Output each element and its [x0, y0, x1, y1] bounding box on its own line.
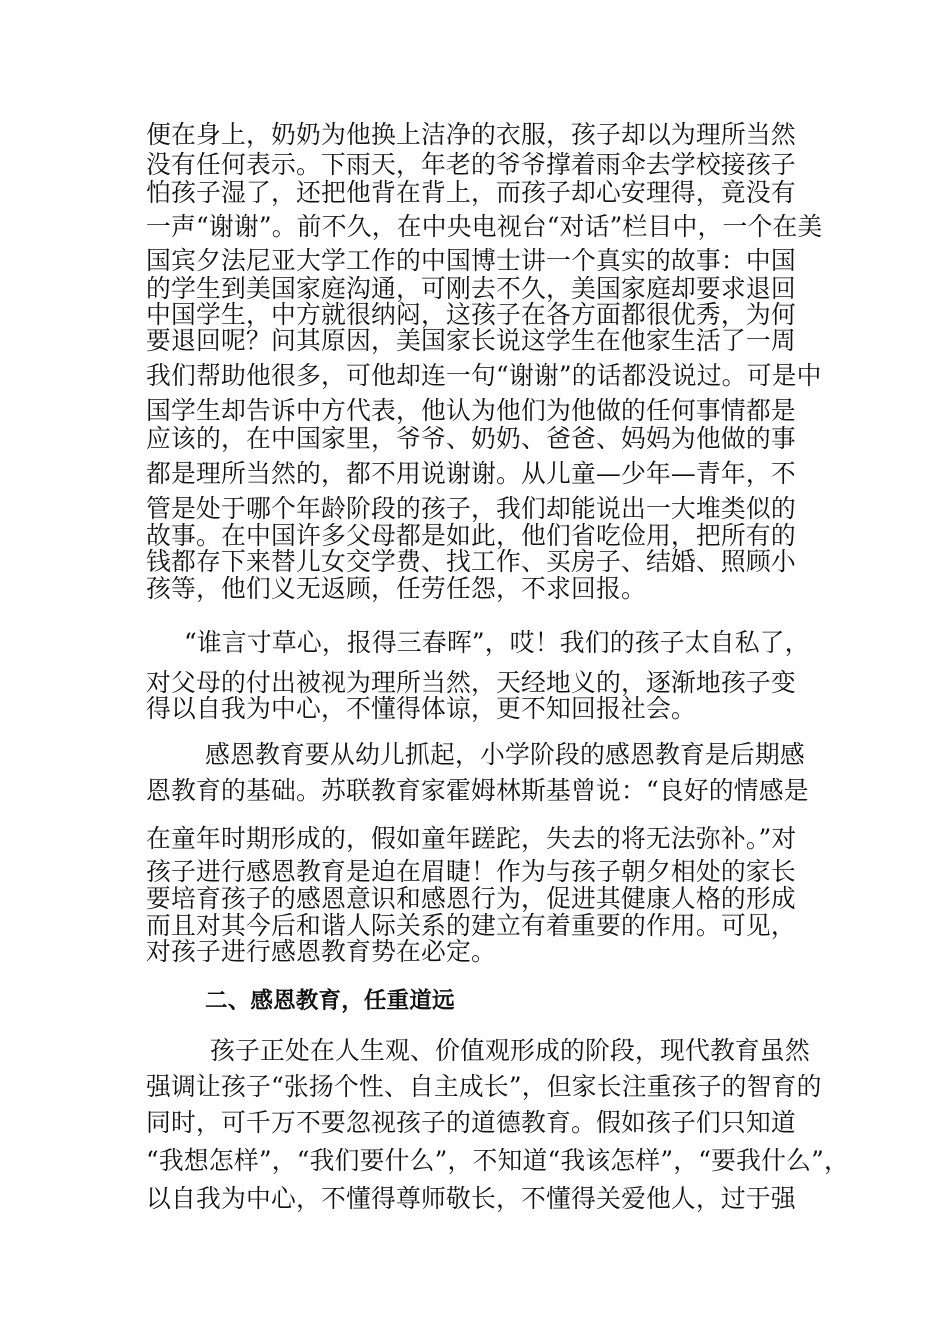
text-line: 而且对其今后和谐人际关系的建立有着重要的作用。可见，: [146, 911, 796, 940]
text-line: “谁言寸草心，报得三春晖”，哎！我们的孩子太自私了，: [184, 628, 810, 657]
text-line: 得以自我为中心，不懂得体谅，更不知回报社会。: [146, 694, 696, 723]
text-line: 对父母的付出被视为理所当然，天经地义的，逐渐地孩子变: [146, 668, 796, 697]
text-line: 我们帮助他很多，可他却连一句“谢谢”的话都没说过。可是中: [146, 361, 822, 390]
text-line: 国学生却告诉中方代表，他认为他们为他做的任何事情都是: [146, 396, 796, 425]
text-line: 钱都存下来替儿女交学费、找工作、买房子、结婚、照顾小: [146, 547, 796, 576]
text-line: 孩等，他们义无返顾，任劳任怨，不求回报。: [146, 574, 646, 603]
text-line: 强调让孩子“张扬个性、自主成长”，但家长注重孩子的智育的: [146, 1072, 822, 1101]
text-line: 对孩子进行感恩教育势在必定。: [146, 937, 496, 966]
text-line: 都是理所当然的，都不用说谢谢。从儿童—少年—青年，不: [146, 459, 796, 488]
text-line: 孩子进行感恩教育是迫在眉睫！作为与孩子朝夕相处的家长: [146, 857, 796, 886]
text-line: 便在身上，奶奶为他换上洁净的衣服，孩子却以为理所当然: [146, 120, 796, 149]
text-line: 应该的，在中国家里，爷爷、奶奶、爸爸、妈妈为他做的事: [146, 424, 796, 453]
text-line: 故事。在中国许多父母都是如此，他们省吃俭用，把所有的: [146, 521, 796, 550]
text-line: “我想怎样”，“我们要什么”，不知道“我该怎样”，“要我什么”，: [146, 1146, 849, 1175]
text-line: 没有任何表示。下雨天，年老的爷爷撑着雨伞去学校接孩子: [146, 150, 796, 179]
text-line: 以自我为中心，不懂得尊师敬长，不懂得关爱他人，过于强: [146, 1184, 796, 1213]
text-line: 恩教育的基础。苏联教育家霍姆林斯基曾说：“良好的情感是: [146, 776, 809, 805]
text-line: 怕孩子湿了，还把他背在背上，而孩子却心安理得，竟没有: [146, 178, 796, 207]
text-line: 感恩教育要从幼儿抓起，小学阶段的感恩教育是后期感: [205, 740, 805, 769]
section-heading: 二、感恩教育，任重道远: [205, 988, 455, 1014]
text-line: 国宾夕法尼亚大学工作的中国博士讲一个真实的故事：中国: [146, 246, 796, 275]
text-line: 的学生到美国家庭沟通，可刚去不久，美国家庭却要求退回: [146, 274, 796, 303]
text-line: 要退回呢？问其原因，美国家长说这学生在他家生活了一周: [146, 326, 796, 355]
text-line: 一声“谢谢”。前不久，在中央电视台“对话”栏目中，一个在美: [146, 212, 823, 241]
text-line: 要培育孩子的感恩意识和感恩行为，促进其健康人格的形成: [146, 884, 796, 913]
text-line: 同时，可千万不要忽视孩子的道德教育。假如孩子们只知道: [146, 1108, 796, 1137]
text-line: 中国学生，中方就很纳闷，这孩子在各方面都很优秀，为何: [146, 300, 796, 329]
text-line: 在童年时期形成的，假如童年蹉跎，失去的将无法弥补。”对: [146, 824, 797, 853]
text-line: 管是处于哪个年龄阶段的孩子，我们却能说出一大堆类似的: [146, 494, 796, 523]
text-line: 孩子正处在人生观、价值观形成的阶段，现代教育虽然: [210, 1036, 810, 1065]
